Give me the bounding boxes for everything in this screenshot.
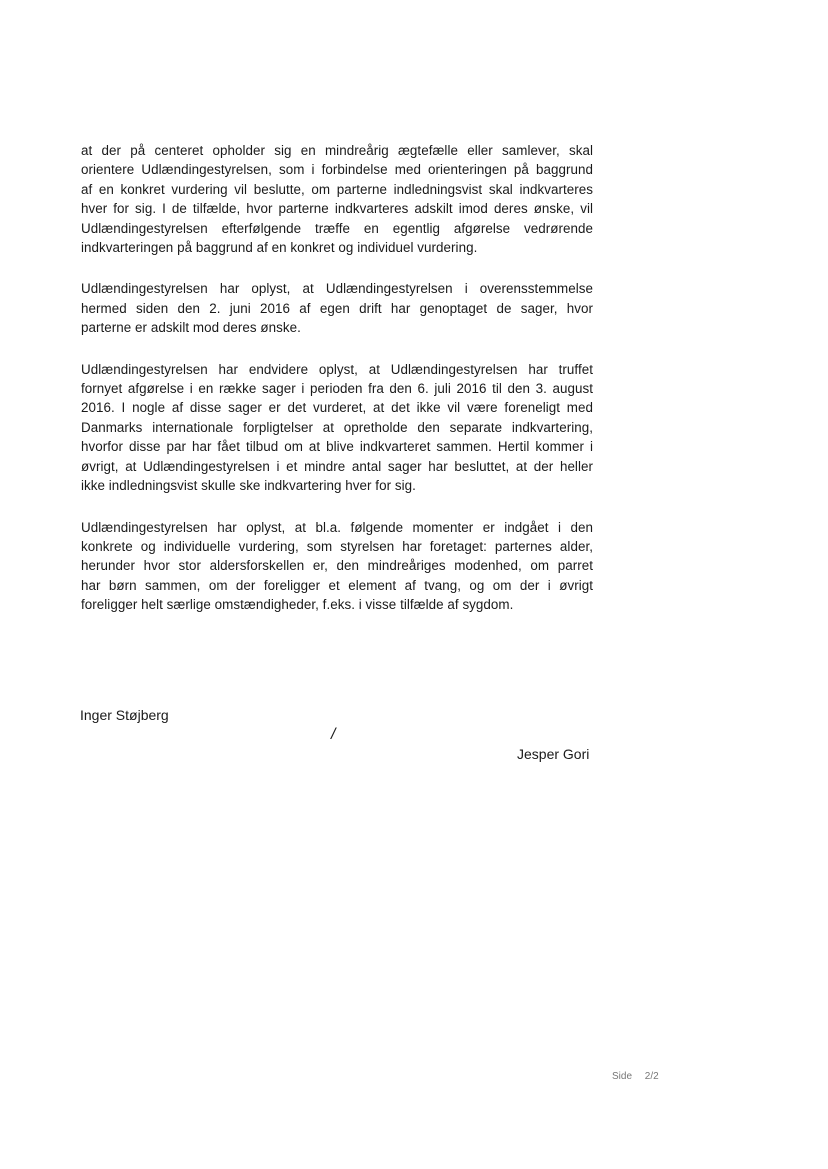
text-line: parterne er adskilt mod deres ønske. <box>81 320 301 336</box>
text-line: foreligger helt særlige omstændigheder, f.eks. i visse tilfælde af sygdom. <box>81 597 514 613</box>
page-label: Side <box>612 1071 633 1082</box>
paragraph-3 <box>81 360 593 496</box>
text-line: Udlændingestyrelsen har oplyst, at bl.a. følgende momenter er indgået i den <box>81 519 593 535</box>
text-line: herunder hvor stor aldersforskellen er, den mindreåriges modenhed, om parret <box>81 558 593 574</box>
signature-separator: / <box>331 726 336 743</box>
signature-minister: Inger Støjberg <box>80 707 169 723</box>
paragraph-1 <box>81 141 593 257</box>
text-line: indkvarteringen på baggrund af en konkret og individuel vurdering. <box>81 240 478 256</box>
page-count: 2/2 <box>644 1071 659 1082</box>
text-line: øvrigt, at Udlændingestyrelsen i et mindre antal sager har besluttet, at der heller <box>81 458 593 474</box>
text-line: har børn sammen, om der foreligger et element af tvang, og om der i øvrigt <box>81 577 593 593</box>
paragraph-4 <box>81 518 593 615</box>
paragraph-2 <box>81 279 593 337</box>
text-line: hvorfor disse par har fået tilbud om at blive indkvarteret sammen. Hertil kommer i <box>81 439 593 455</box>
text-line: Danmarks internationale forpligtelser at opretholde den separate indkvartering, <box>81 419 593 435</box>
page-number <box>612 1071 659 1083</box>
text-line: 2016. I nogle af disse sager er det vurderet, at det ikke vil være foreneligt med <box>81 400 593 416</box>
body-text <box>81 141 593 637</box>
text-line: Udlændingestyrelsen har oplyst, at Udlændingestyrelsen i overensstemmelse <box>81 281 593 297</box>
text-line: af en konkret vurdering vil beslutte, om parterne indledningsvist skal indkvarteres <box>81 181 593 197</box>
text-line: Udlændingestyrelsen har endvidere oplyst, at Udlændingestyrelsen har truffet <box>81 361 593 377</box>
text-line: Udlændingestyrelsen efterfølgende træffe en egentlig afgørelse vedrørende <box>81 220 593 236</box>
text-line: fornyet afgørelse i en række sager i perioden fra den 6. juli 2016 til den 3. august <box>81 381 593 397</box>
text-line: hermed siden den 2. juni 2016 af egen drift har genoptaget de sager, hvor <box>81 300 593 316</box>
signature-official: Jesper Gori <box>517 746 590 762</box>
text-line: konkrete og individuelle vurdering, som styrelsen har foretaget: parternes alder, <box>81 538 593 554</box>
text-line: orientere Udlændingestyrelsen, som i forbindelse med orienteringen på baggrund <box>81 162 593 178</box>
text-line: at der på centeret opholder sig en mindreårig ægtefælle eller samlever, skal <box>81 143 593 158</box>
text-line: hver for sig. I de tilfælde, hvor parterne indkvarteres adskilt imod deres ønske, vil <box>81 201 593 217</box>
text-line: ikke indledningsvist skulle ske indkvartering hver for sig. <box>81 478 416 494</box>
